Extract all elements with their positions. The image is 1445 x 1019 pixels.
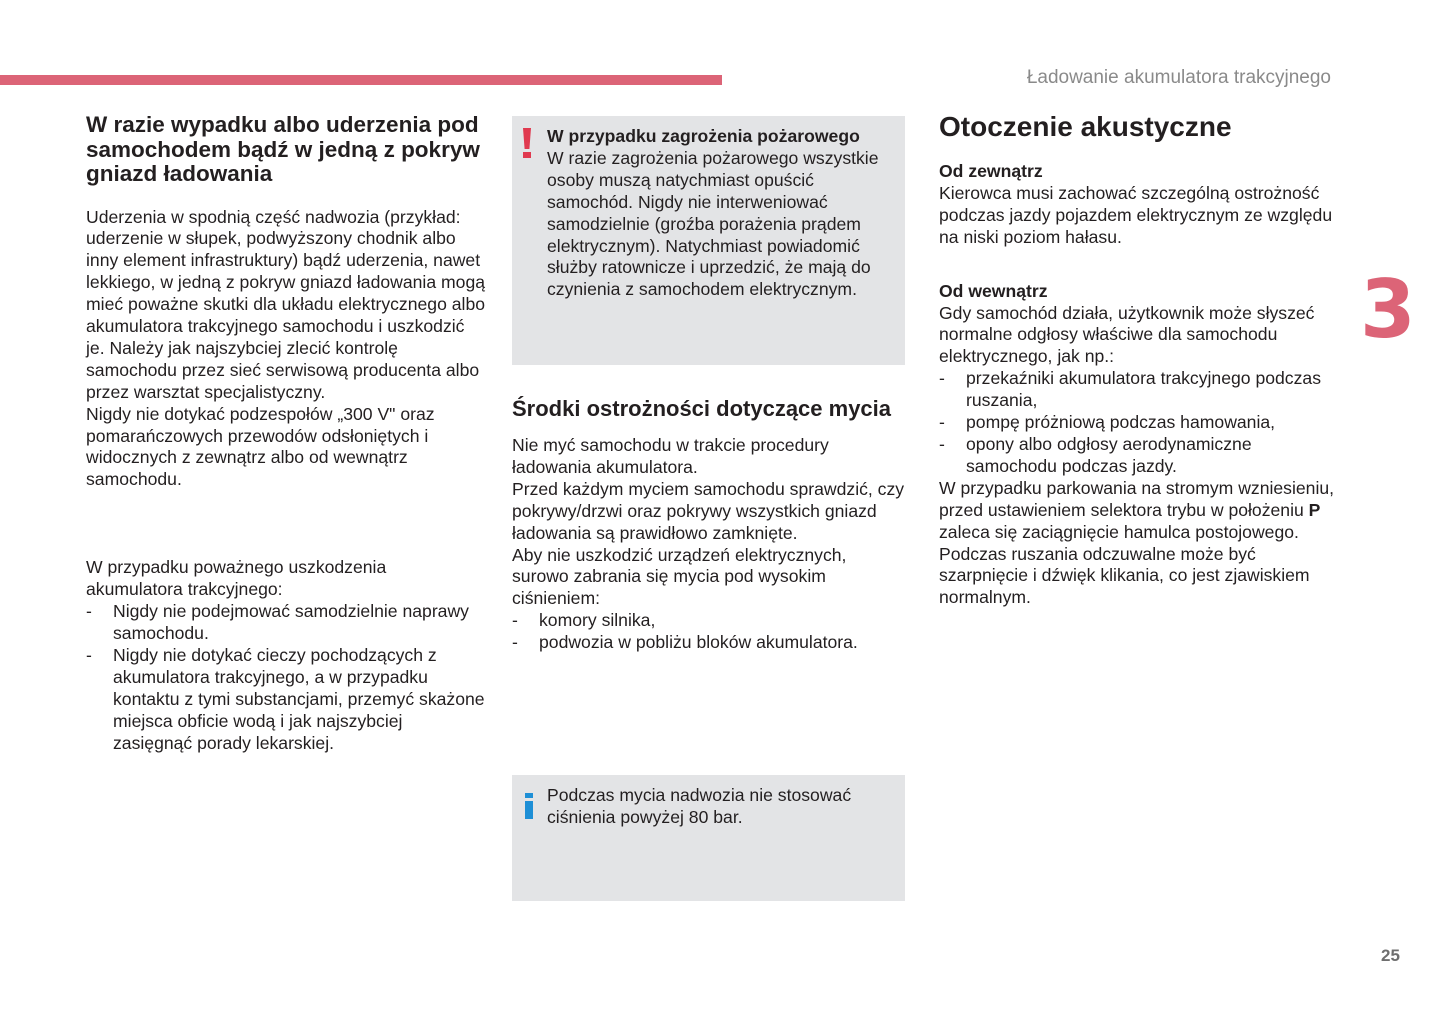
fire-warning-title: W przypadku zagrożenia pożarowego	[547, 126, 860, 146]
left-column	[86, 113, 486, 754]
damage-list	[86, 601, 486, 754]
info-icon	[525, 793, 533, 819]
pressure-info-text: Podczas mycia nadwozia nie stosować ciśnienia powyżej 80 bar.	[547, 785, 852, 827]
running-header-title: Ładowanie akumulatora trakcyjnego	[1026, 67, 1331, 88]
fire-warning-text: W razie zagrożenia pożarowego wszystkie osoby muszą natychmiast opuścić samochód. Nigdy nie interweniować samodzielnie (groźba porażenia prądem elektrycznym). Natychmiast powiadomić służby ratownicze i uprzedzić, że mają do czynienia z samochodem elektrycznym.	[547, 147, 879, 300]
parking-text-after: zaleca się zaciągnięcie hamulca postojowego. Podczas ruszania odczuwalne może być szarpnięcie i dźwięk klikania, co jest zjawiskiem normalnym.	[939, 521, 1310, 608]
parking-paragraph	[939, 478, 1339, 609]
acoustic-section-title: Otoczenie akustyczne	[939, 111, 1232, 142]
list-item: - opony albo odgłosy aerodynamiczne samochodu podczas jazdy.	[939, 434, 1339, 478]
list-item: - Nigdy nie dotykać cieczy pochodzących z akumulatora trakcyjnego, a w przypadku kontaktu z tymi substancjami, przemyć skażone miejsca obficie wodą i jak najszybciej zasięgnąć porady lekarskiej.	[86, 645, 486, 755]
washing-paragraph-1: Nie myć samochodu w trakcie procedury ładowania akumulatora.	[512, 435, 829, 477]
middle-column	[512, 116, 905, 654]
outside-text: Kierowca musi zachować szczególną ostrożność podczas jazdy pojazdem elektrycznym ze względu na niski poziom hałasu.	[939, 182, 1333, 247]
accident-paragraph-1: Uderzenia w spodnią część nadwozia (przykład: uderzenie w słupek, podwyższony chodnik albo inny element infrastruktury) bądź uderzenia, nawet lekkiego, w jedną z pokryw gniazd ładowania mogą mieć poważne skutki dla układu elektrycznego albo akumulatora trakcyjnego samochodu i uszkodzić je. Należy jak najszybciej zlecić kontrolę samochodu przez sieć serwisową producenta albo przez warsztat specjalistyczny.	[86, 206, 486, 402]
outside-label: Od zewnątrz	[939, 161, 1043, 181]
parking-mode-p: P	[1308, 499, 1321, 520]
exclamation-icon	[522, 128, 531, 158]
list-item: - Nigdy nie podejmować samodzielnie naprawy samochodu.	[86, 601, 486, 645]
list-item: - przekaźniki akumulatora trakcyjnego podczas ruszania,	[939, 368, 1339, 412]
list-item: - pompę próżniową podczas hamowania,	[939, 412, 1339, 434]
washing-paragraph-3: Aby nie uszkodzić urządzeń elektrycznych, surowo zabrania się mycia pod wysokim ciśnieniem:	[512, 544, 847, 609]
inside-label: Od wewnątrz	[939, 280, 1048, 301]
page-number: 25	[1381, 946, 1400, 965]
washing-list	[512, 610, 905, 654]
damage-paragraph: W przypadku poważnego uszkodzenia akumulatora trakcyjnego:	[86, 557, 387, 600]
washing-section-title: Środki ostrożności dotyczące mycia	[512, 396, 892, 421]
list-item: - podwozia w pobliżu bloków akumulatora.	[512, 632, 905, 654]
list-item: - komory silnika,	[512, 610, 905, 632]
inside-sounds-list	[939, 368, 1339, 478]
accident-paragraph-2: Nigdy nie dotykać podzespołów „300 V" oraz pomarańczowych przewodów odsłoniętych i widocznych z zewnątrz albo od wewnątrz samochodu.	[86, 403, 435, 490]
pressure-info-box	[512, 775, 905, 901]
inside-text: Gdy samochód działa, użytkownik może słyszeć normalne odgłosy właściwe dla samochodu elektrycznego, jak np.:	[939, 302, 1315, 367]
header-accent-bar	[0, 75, 722, 85]
parking-text-before: W przypadku parkowania na stromym wzniesieniu, przed ustawieniem selektora trybu w położeniu	[939, 477, 1335, 520]
fire-warning-box	[512, 116, 905, 365]
accident-section-title: W razie wypadku albo uderzenia pod samochodem bądź w jedną z pokryw gniazd ładowania	[86, 112, 480, 186]
right-column	[939, 110, 1339, 609]
chapter-number-tab: 3	[1360, 263, 1416, 356]
washing-paragraph-2: Przed każdym myciem samochodu sprawdzić, czy pokrywy/drzwi oraz pokrywy wszystkich gniazd ładowania są prawidłowo zamknięte.	[512, 478, 905, 543]
